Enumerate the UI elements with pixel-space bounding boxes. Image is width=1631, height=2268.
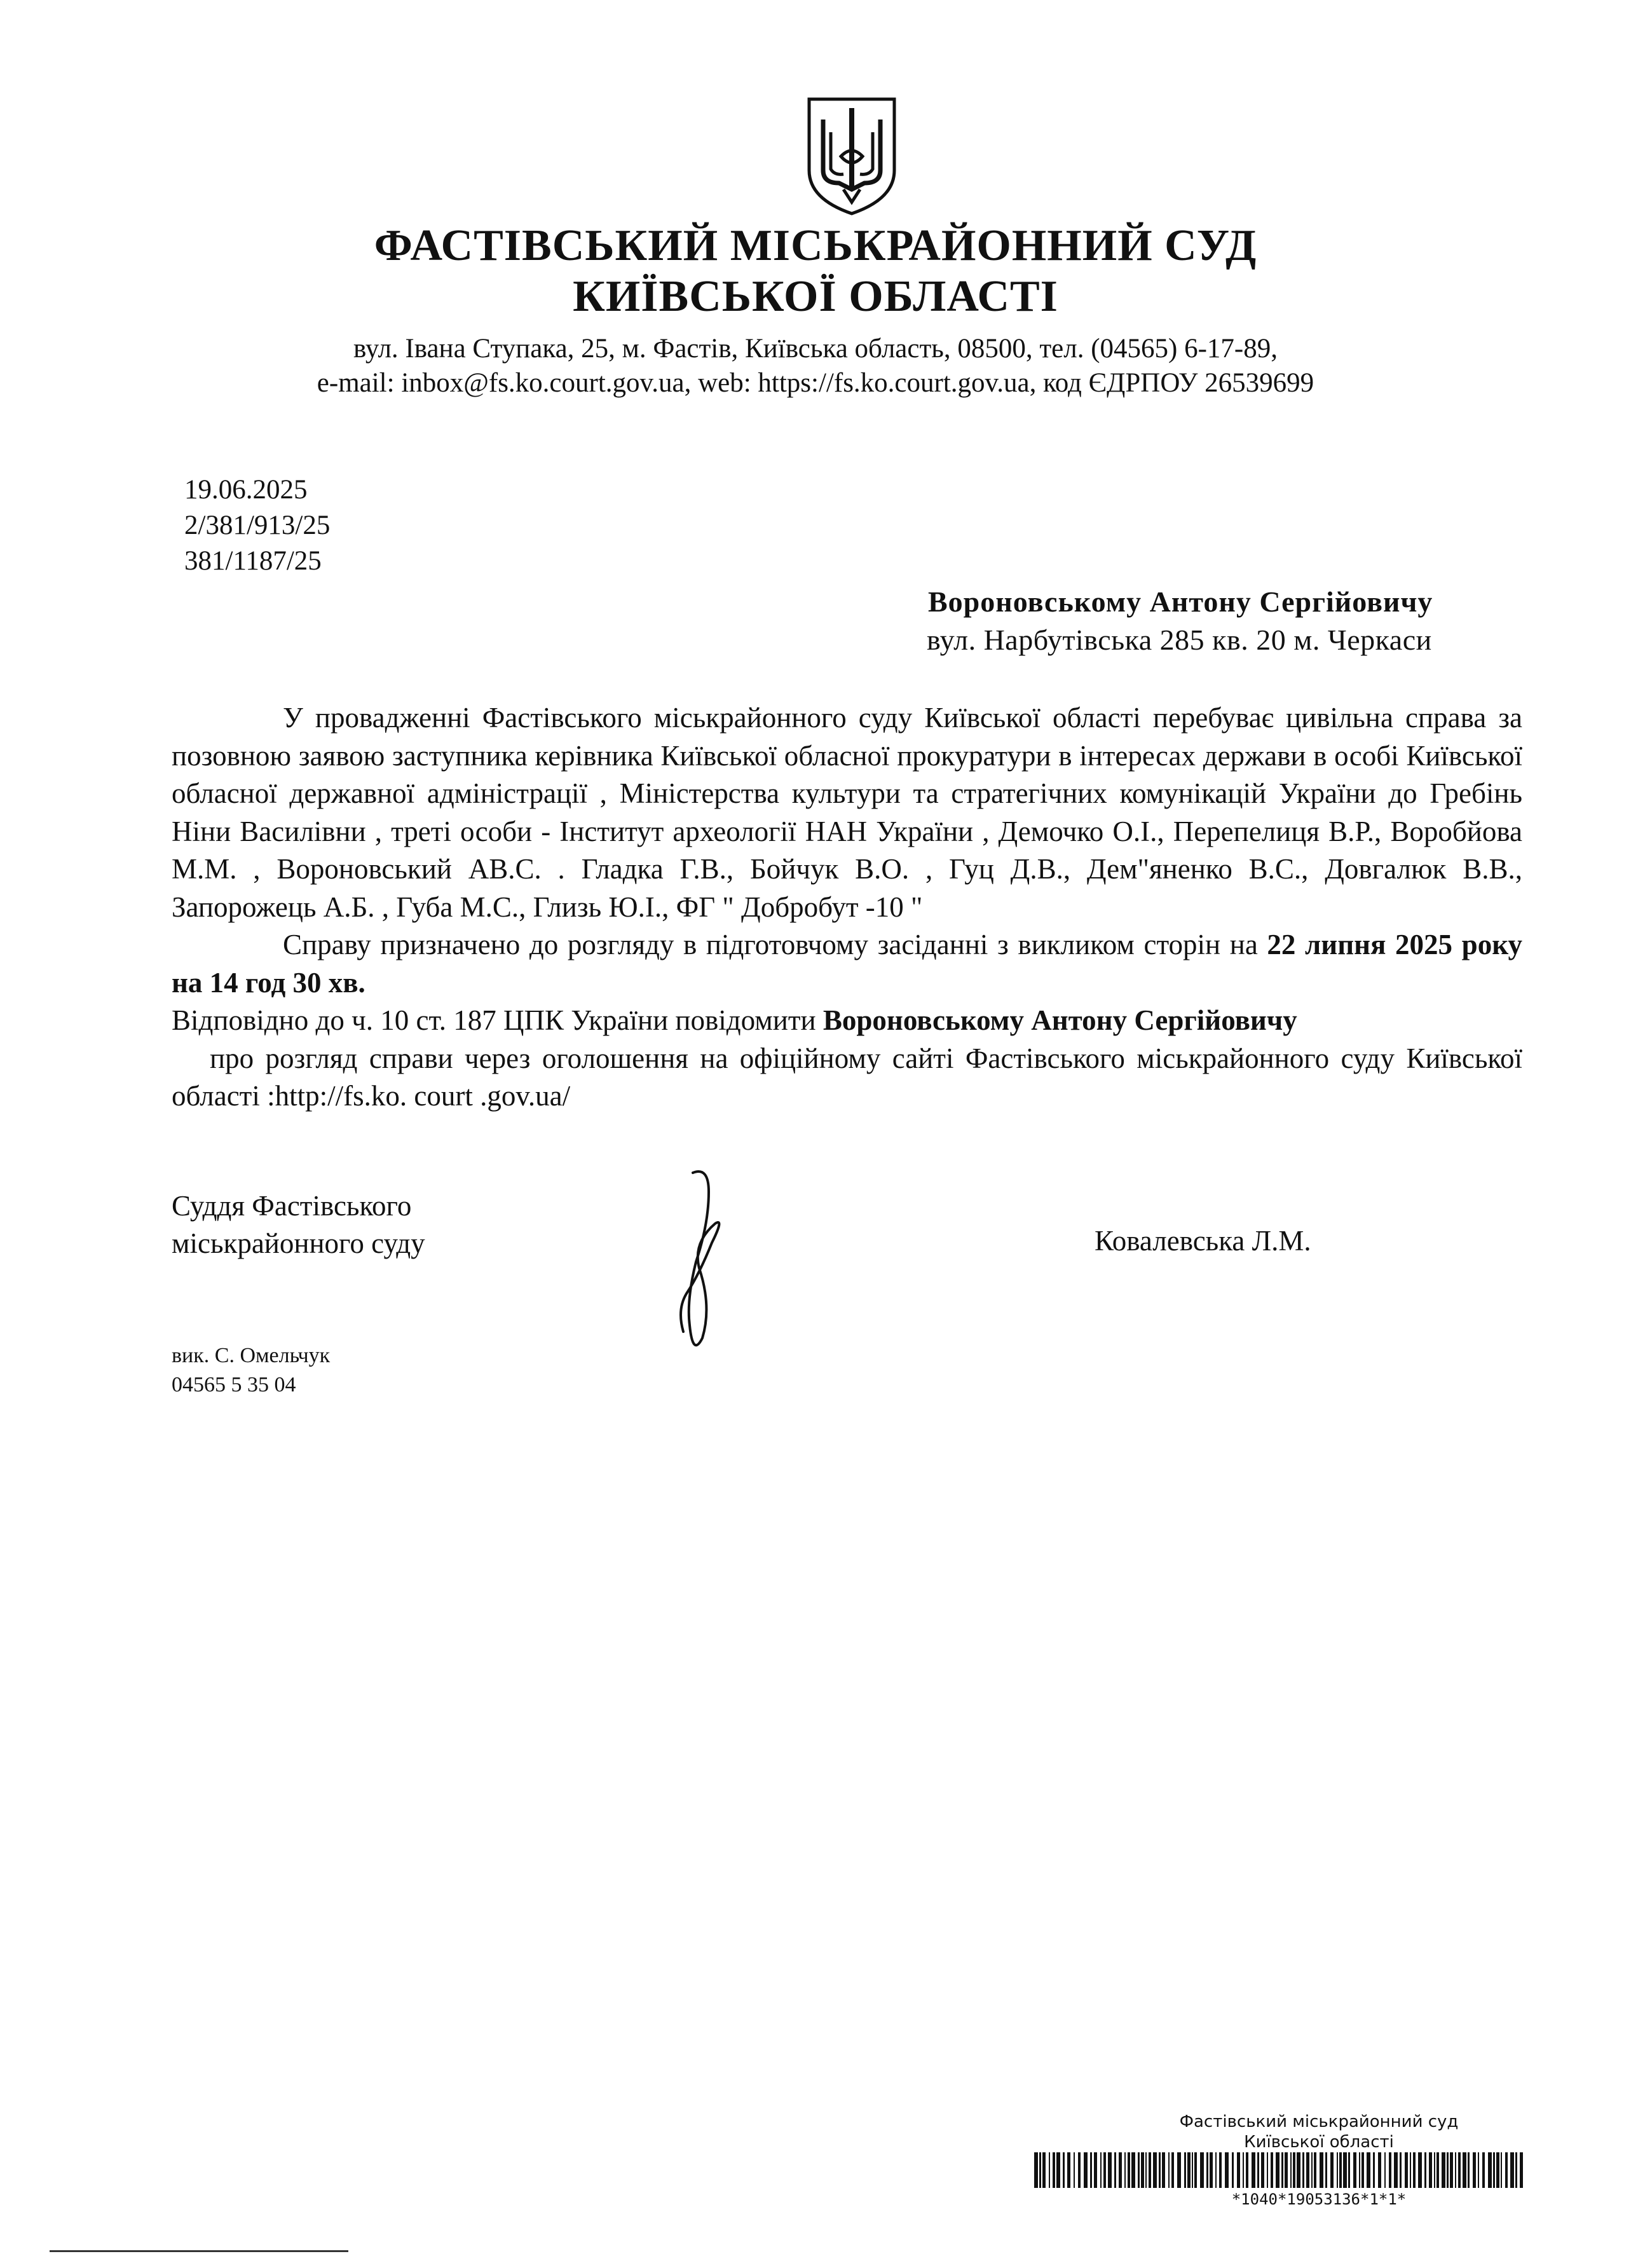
barcode-bar: [1119, 2152, 1122, 2188]
barcode-bar: [1353, 2152, 1356, 2188]
barcode-bar: [1184, 2152, 1186, 2188]
barcode-bar: [1290, 2152, 1292, 2188]
barcode-bar: [1405, 2152, 1408, 2188]
barcode-bar: [1434, 2152, 1435, 2188]
barcode-bar: [1394, 2152, 1398, 2188]
barcode-bar: [1468, 2152, 1470, 2188]
footer-divider: [50, 2250, 348, 2252]
hearing-date: 22 липня 2025 року на 14 год 30 хв.: [172, 929, 1522, 999]
barcode-bar: [1488, 2152, 1492, 2188]
barcode-bar: [1128, 2152, 1130, 2188]
barcode-bar: [1447, 2152, 1449, 2188]
barcode-bar: [1257, 2152, 1259, 2188]
executor-info: [172, 1341, 330, 1400]
barcode-bar: [1339, 2152, 1342, 2188]
stamp-court-name: Фастівський міськрайонний суд: [1179, 2112, 1459, 2131]
notification-paragraph: [172, 1002, 1522, 1040]
judge-title: [172, 1187, 425, 1262]
coat-of-arms-icon: [804, 94, 899, 218]
barcode-bar: [1455, 2152, 1456, 2188]
barcode-bar: [1138, 2152, 1140, 2188]
barcode-bar: [1053, 2152, 1055, 2188]
barcode-bar: [1206, 2152, 1208, 2188]
barcode-bar: [1410, 2152, 1411, 2188]
notice-body: [172, 699, 1522, 1116]
barcode-bar: [1343, 2152, 1347, 2188]
barcode-bar: [1297, 2152, 1300, 2188]
barcode-bar: [1320, 2152, 1323, 2188]
barcode-bar: [1210, 2152, 1213, 2188]
barcode-bar: [1510, 2152, 1514, 2188]
barcode-bar: [1219, 2152, 1222, 2188]
barcode-bar: [1442, 2152, 1445, 2188]
document-date: 19.06.2025: [184, 475, 308, 505]
barcode-bar: [1478, 2152, 1479, 2188]
document-meta: [184, 472, 330, 579]
barcode-bar: [1090, 2152, 1092, 2188]
barcode-bar: [1306, 2152, 1309, 2188]
barcode-bar: [1400, 2152, 1402, 2188]
barcode-bar: [1293, 2152, 1295, 2188]
announcement-paragraph: про розгляд справи через оголошення на офіційному сайті Фастівського міськрайонного суду Київської області :http://fs.ko. court .gov.ua/: [172, 1042, 1522, 1112]
barcode-bar: [1359, 2152, 1360, 2188]
barcode-bar: [1493, 2152, 1495, 2188]
hearing-paragraph: [172, 926, 1522, 1002]
barcode-bar: [1039, 2152, 1041, 2188]
barcode-bar: [1520, 2152, 1523, 2188]
barcode-bar: [1103, 2152, 1106, 2188]
barcode-bar: [1124, 2152, 1126, 2188]
case-description-paragraph: У провадженні Фастівського міськрайонного суду Київської області перебуває цивільна справа за позовною заявою заступника керівника Київської обласної прокуратури в інтересах держави в особі Київської обласної державної адміністрації , Міністерства культури та стратегічних комунікацій України до Гребінь Ніни Василівни , треті особи - Інститут археології НАН України , Демочко О.І., Перепелиця В.Р., Воробйова М.М. , Вороновський АВ.С. . Гладка Г.В., Бойчук В.О. , Гуц Д.В., Дем"яненко В.С., Довгалюк В.В., Запорожець А.Б. , Губа М.С., Глизь Ю.І., ФГ " Добробут -10 ": [172, 702, 1522, 923]
judge-title-line1: Суддя Фастівського: [172, 1190, 412, 1222]
barcode-bar: [1330, 2152, 1334, 2188]
recipient-address: вул. Нарбутівська 285 кв. 20 м. Черкаси: [927, 624, 1432, 656]
barcode-bar: [1215, 2152, 1217, 2188]
barcode-bar: [1194, 2152, 1197, 2188]
barcode-bar: [1094, 2152, 1097, 2188]
barcode-bar: [1276, 2152, 1280, 2188]
barcode-bar: [1413, 2152, 1416, 2188]
barcode-bar: [1237, 2152, 1240, 2188]
barcode-bar: [1378, 2152, 1381, 2188]
barcode-bar: [1162, 2152, 1165, 2188]
barcode-bar: [1281, 2152, 1283, 2188]
barcode-bar: [1482, 2152, 1485, 2188]
barcode-bar: [1042, 2152, 1046, 2188]
barcode-bar: [1034, 2152, 1038, 2188]
barcode-bar: [1100, 2152, 1102, 2188]
barcode-bar: [1192, 2152, 1193, 2188]
barcode-bar: [1153, 2152, 1157, 2188]
barcode-bar: [1384, 2152, 1386, 2188]
barcode-bar: [1302, 2152, 1304, 2188]
barcode-bar: [1450, 2152, 1453, 2188]
executor-phone: 04565 5 35 04: [172, 1373, 296, 1397]
barcode-bar: [1285, 2152, 1288, 2188]
barcode-bar: [1389, 2152, 1391, 2188]
barcode-bar: [1473, 2152, 1476, 2188]
judge-title-line2: міськрайонного суду: [172, 1227, 425, 1259]
barcode-bar: [1168, 2152, 1170, 2188]
barcode-bar: [1177, 2152, 1181, 2188]
barcode-bar: [1437, 2152, 1439, 2188]
proceeding-number: 381/1187/25: [184, 546, 322, 576]
recipient-name: Вороновському Антону Сергійовичу: [928, 585, 1433, 618]
barcode-bar: [1056, 2152, 1060, 2188]
barcode-bar: [1373, 2152, 1375, 2188]
barcode-bar: [1361, 2152, 1364, 2188]
barcode-bar: [1171, 2152, 1174, 2188]
barcode-bar: [1367, 2152, 1370, 2188]
handwritten-signature-icon: [648, 1166, 744, 1370]
barcode-bar: [1311, 2152, 1313, 2188]
barcode-bar: [1078, 2152, 1081, 2188]
barcode-bar: [1084, 2152, 1088, 2188]
barcode-bar: [1232, 2152, 1234, 2188]
barcode-number: *1040*19053136*1*1*: [1231, 2190, 1407, 2208]
barcode-bar: [1261, 2152, 1264, 2188]
barcode-bar: [1200, 2152, 1204, 2188]
case-number: 2/381/913/25: [184, 510, 331, 540]
barcode-bar: [1049, 2152, 1050, 2188]
barcode-bar: [1424, 2152, 1426, 2188]
barcode-bar: [1131, 2152, 1135, 2188]
barcode-bar: [1252, 2152, 1255, 2188]
court-name-line1: ФАСТІВСЬКИЙ МІСЬКРАЙОННИЙ СУД: [374, 221, 1257, 270]
barcode-bar: [1463, 2152, 1466, 2188]
barcode-bar: [1337, 2152, 1338, 2188]
barcode-bar: [1141, 2152, 1144, 2188]
barcode-bar: [1074, 2152, 1075, 2188]
barcode-bar: [1348, 2152, 1350, 2188]
court-address: вул. Івана Ступака, 25, м. Фастів, Київська область, 08500, тел. (04565) 6-17-89,: [353, 334, 1278, 364]
barcode-bar: [1149, 2152, 1151, 2188]
executor-name: вик. С. Омельчук: [172, 1344, 331, 1367]
barcode-bar: [1145, 2152, 1147, 2188]
barcode-icon: [1034, 2152, 1524, 2188]
stamp-region: Київської області: [1244, 2133, 1394, 2152]
barcode-bar: [1267, 2152, 1268, 2188]
barcode-bar: [1243, 2152, 1244, 2188]
barcode-bar: [1246, 2152, 1248, 2188]
notified-person: Вороновському Антону Сергійовичу: [822, 1004, 1297, 1036]
court-contacts: e-mail: inbox@fs.ko.court.gov.ua, web: https://fs.ko.court.gov.ua, код ЄДРПОУ 26539699: [317, 368, 1314, 398]
barcode-bar: [1314, 2152, 1316, 2188]
barcode-bar: [1063, 2152, 1065, 2188]
barcode-bar: [1114, 2152, 1116, 2188]
barcode-bar: [1067, 2152, 1070, 2188]
barcode-bar: [1458, 2152, 1461, 2188]
judge-name: Ковалевська Л.М.: [1095, 1225, 1311, 1257]
barcode-bar: [1225, 2152, 1229, 2188]
barcode-bar: [1515, 2152, 1517, 2188]
barcode-bar: [1187, 2152, 1191, 2188]
barcode-bar: [1418, 2152, 1422, 2188]
barcode-bar: [1325, 2152, 1327, 2188]
barcode-bar: [1501, 2152, 1502, 2188]
hearing-text: Справу призначено до розгляду в підготовчому засіданні з викликом сторін на: [283, 929, 1267, 960]
barcode-bar: [1496, 2152, 1499, 2188]
barcode-bar: [1159, 2152, 1161, 2188]
court-name-line2: КИЇВСЬКОЇ ОБЛАСТІ: [573, 272, 1058, 321]
barcode-bar: [1429, 2152, 1432, 2188]
barcode-bar: [1271, 2152, 1273, 2188]
barcode-bar: [1108, 2152, 1112, 2188]
barcode-bar: [1505, 2152, 1508, 2188]
notification-text: Відповідно до ч. 10 ст. 187 ЦПК України повідомити: [172, 1004, 823, 1036]
